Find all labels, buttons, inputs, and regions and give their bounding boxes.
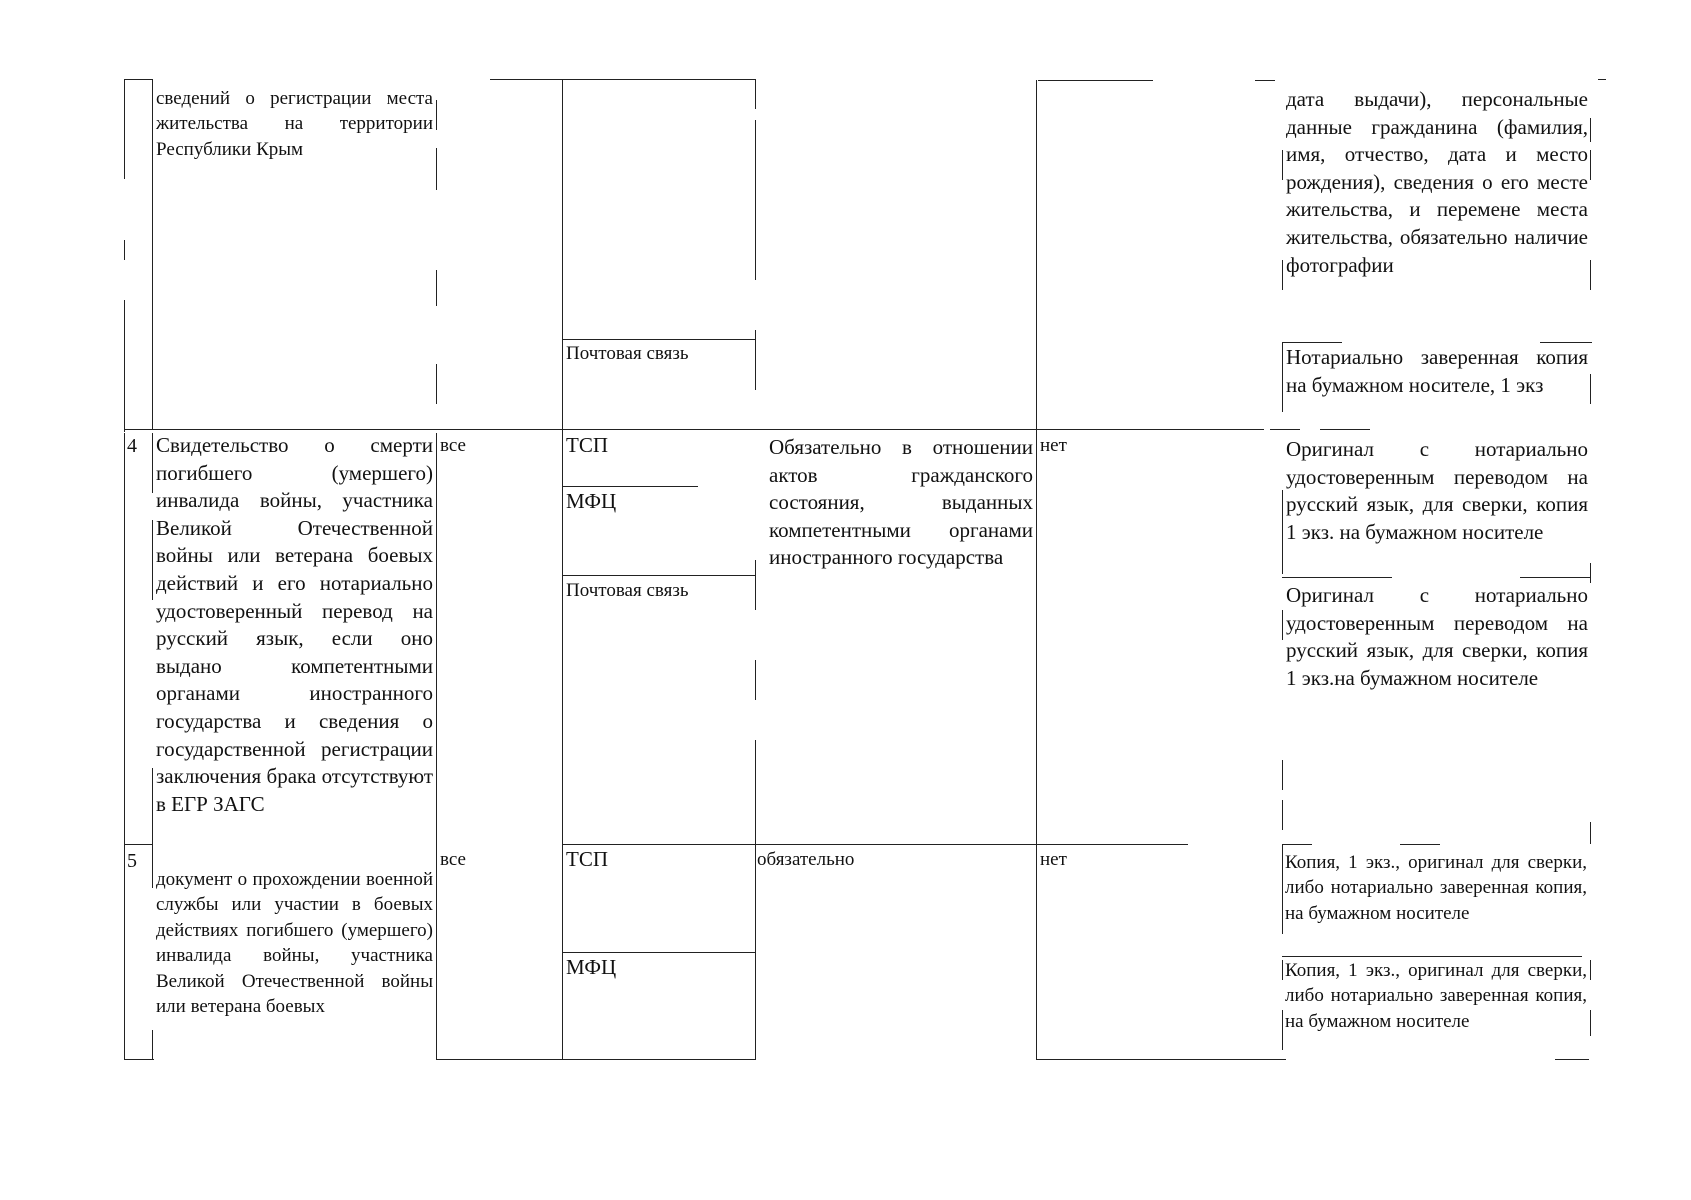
grid-line <box>755 120 756 280</box>
grid-line <box>755 79 756 109</box>
requirements-tsp-cell-5: Копия, 1 экз., оригинал для сверки, либо нотариально заверенная копия, на бумажном носителе <box>1285 852 1587 924</box>
requirements-post-cell-cont: Нотариально заверенная копия на бумажном носителе, 1 экз <box>1286 345 1588 397</box>
grid-line <box>1590 822 1591 844</box>
grid-line <box>1270 429 1300 430</box>
grid-line <box>755 560 756 610</box>
grid-line <box>562 79 563 1059</box>
grid-line <box>124 79 152 80</box>
description-cell-cont: сведений о регистрации места жительства на территории Республики Крым <box>156 88 433 160</box>
description-cell-5: документ о прохождении военной службы или участии в боевых действиях погибшего (умершего) инвалида войны, участника Великой Отечественной войны или ветерана боевых <box>156 869 433 1018</box>
grid-line <box>436 433 437 844</box>
grid-line <box>1282 800 1283 830</box>
channel-mfc-cell-5: МФЦ <box>566 955 617 979</box>
channel-post-cell-4: Почтовая связь <box>566 580 689 601</box>
category-cell-4: все <box>440 435 466 456</box>
flag-cell-4: нет <box>1040 435 1067 456</box>
grid-line <box>436 100 437 130</box>
channel-mfc-cell-4: МФЦ <box>566 489 617 513</box>
category-cell-5: все <box>440 849 466 870</box>
requirements-cell-cont: дата выдачи), персональные данные гражданина (фамилия, имя, отчество, дата и место рождения), сведения о его месте жительства, и перемене места жительства, обязательно наличие фотографии <box>1286 87 1588 277</box>
grid-line <box>1555 1059 1589 1060</box>
condition-cell-5: обязательно <box>757 849 855 870</box>
grid-line <box>1590 960 1591 980</box>
grid-line <box>562 575 756 576</box>
grid-line <box>755 330 756 390</box>
grid-line <box>1255 80 1275 81</box>
grid-line <box>436 844 437 1059</box>
row-number-4: 4 <box>127 435 137 457</box>
grid-line <box>1520 577 1590 578</box>
grid-line <box>152 1030 153 1059</box>
grid-line <box>1282 760 1283 790</box>
grid-line <box>436 1059 756 1060</box>
grid-line <box>1590 1010 1591 1036</box>
grid-line <box>1282 577 1392 578</box>
requirements-mfc-cell-5: Копия, 1 экз., оригинал для сверки, либо нотариально заверенная копия, на бумажном носителе <box>1285 960 1587 1032</box>
grid-line <box>124 79 125 179</box>
channel-tsp-cell-4: ТСП <box>566 433 608 457</box>
grid-line <box>755 740 756 844</box>
grid-line <box>1282 844 1312 845</box>
grid-line <box>124 1059 154 1060</box>
grid-line <box>124 429 1264 430</box>
grid-line <box>755 844 756 1059</box>
channel-post-cell-cont: Почтовая связь <box>566 343 689 364</box>
requirements-post-cell-4: Оригинал с нотариально удостоверенным переводом на русский язык, для сверки, копия 1 экз.на бумажном носителе <box>1286 583 1588 690</box>
condition-cell-4: Обязательно в отношении актов гражданского состояния, выданных компетентными органами иностранного государства <box>769 435 1033 570</box>
grid-line <box>1036 80 1037 1059</box>
grid-line <box>124 300 125 432</box>
channel-tsp-cell-5: ТСП <box>566 847 608 871</box>
flag-cell-5: нет <box>1040 849 1067 870</box>
requirements-tsp-mfc-cell-4: Оригинал с нотариально удостоверенным переводом на русский язык, для сверки, копия 1 экз. на бумажном носителе <box>1286 437 1588 544</box>
grid-line <box>124 240 125 260</box>
grid-line <box>124 433 125 1059</box>
grid-line <box>1598 79 1606 80</box>
grid-line <box>490 79 756 80</box>
row-number-5: 5 <box>127 850 137 872</box>
grid-line <box>1400 844 1440 845</box>
grid-line <box>1590 563 1591 583</box>
grid-line <box>436 364 437 404</box>
grid-line <box>124 844 152 845</box>
grid-line <box>1108 844 1188 845</box>
description-cell-4: Свидетельство о смерти погибшего (умершего) инвалида войны, участника Великой Отечественной войны или ветерана боевых действий и его нотариально удостоверенный перевод на русский язык, если оно выдано компетентными органами иностранного государства и сведения о государственной регистрации заключения брака отсутствуют в ЕГР ЗАГС <box>156 433 433 816</box>
grid-line <box>1320 429 1370 430</box>
grid-line <box>1038 80 1153 81</box>
grid-line <box>436 270 437 306</box>
grid-line <box>1036 1059 1286 1060</box>
grid-line <box>436 148 437 190</box>
grid-line <box>755 660 756 700</box>
